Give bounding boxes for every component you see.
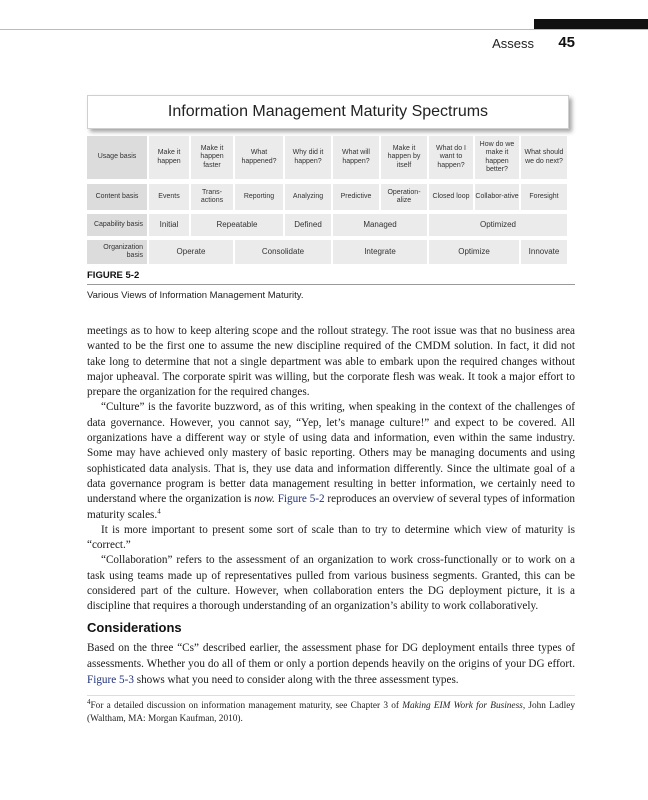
content-cell: Analyzing: [285, 184, 331, 210]
content-cell: Collabor-ative: [475, 184, 519, 210]
content-cell: Closed loop: [429, 184, 473, 210]
row-label-organization: Organization basis: [87, 240, 147, 264]
footnote: [87, 697, 575, 726]
footnote-number: 4: [87, 697, 91, 706]
page-number: 45: [558, 34, 575, 51]
figure-title: Information Management Maturity Spectrums: [87, 95, 569, 129]
usage-cell: What do I want to happen?: [429, 136, 473, 179]
footnote-rule: [87, 695, 575, 696]
body-text: [87, 324, 575, 615]
usage-cell: What happened?: [235, 136, 283, 179]
content-cell: Trans-actions: [191, 184, 233, 210]
row-label-capability: Capability basis: [87, 214, 147, 236]
text-run: Based on the three “Cs” described earlier, the assessment phase for DG deployment entails three types of assessments. Whether you do all of them or only a portion depends heavily on the origins of your DG effort.: [87, 642, 575, 671]
considerations-text: [87, 640, 575, 689]
text-run: , John Ladley (Waltham, MA: Morgan Kaufman, 2010).: [87, 701, 575, 724]
content-cell: Operation-alize: [381, 184, 427, 210]
capability-cell: Defined: [285, 214, 331, 236]
usage-cell: What should we do next?: [521, 136, 567, 179]
paragraph: meetings as to how to keep altering scope and the rollout strategy. The root issue was that no business area wanted to be the first one to assume the new discipline required of the CMDM solution. In fact, it did not take long to determine that not a single department was able to embark upon the required changes without major upheaval. The corporate spirit was willing, but the corporate flesh was weak. It took a major effort to prepare the organization for the required changes.: [87, 325, 575, 399]
book-title: Making EIM Work for Business: [402, 701, 523, 711]
content-cell: Foresight: [521, 184, 567, 210]
paragraph: [87, 400, 575, 522]
figure-caption-label: FIGURE 5-2: [87, 270, 140, 281]
figure-5-2-link[interactable]: Figure 5-2: [277, 493, 325, 506]
organization-cell: Integrate: [333, 240, 427, 264]
footnote-ref[interactable]: 4: [157, 506, 161, 515]
text-run: For a detailed discussion on information management maturity, see Chapter 3 of: [90, 701, 403, 711]
usage-cell: Make it happen by itself: [381, 136, 427, 179]
organization-cell: Innovate: [521, 240, 567, 264]
organization-cell: Operate: [149, 240, 233, 264]
capability-cell: Managed: [333, 214, 427, 236]
capability-cell: Optimized: [429, 214, 567, 236]
paragraph: [87, 640, 575, 689]
usage-cell: Make it happen: [149, 136, 189, 179]
text-run: reproduces an overview of several types of information maturity scales.: [87, 493, 576, 521]
organization-cell: Optimize: [429, 240, 519, 264]
running-head: Assess: [492, 36, 534, 51]
figure-5-3-link[interactable]: Figure 5-3: [87, 674, 134, 687]
header-rule: [0, 29, 648, 30]
usage-cell: Why did it happen?: [285, 136, 331, 179]
organization-cell: Consolidate: [235, 240, 331, 264]
text-run: shows what you need to consider along with the three assessment types.: [133, 674, 459, 687]
figure-5-2: [87, 95, 575, 267]
figure-caption-rule: [87, 284, 575, 285]
row-label-usage: Usage basis: [87, 136, 147, 179]
usage-cell: Make it happen faster: [191, 136, 233, 179]
section-heading: Considerations: [87, 620, 182, 635]
emphasis-now: now.: [254, 493, 275, 506]
paragraph: It is more important to present some sort of scale than to try to determine which view of maturity is “correct.”: [87, 523, 575, 552]
row-label-content: Content basis: [87, 184, 147, 210]
capability-cell: Repeatable: [191, 214, 283, 236]
content-cell: Events: [149, 184, 189, 210]
text-run: “Culture” is the favorite buzzword, as of this writing, when speaking in the context of the challenges of data governance. However, you cannot say, “Yep, let’s manage culture!” and expect to be covered. All organizations have a different way or style of using data and information, even within the same industry. Some may have achieved only mastery of basic reporting. Others may be managing documents and using sophisticated data analysis. That is, they use data and information differently. Since the ultimate goal of a data governance program is better data management resulting in better information, we certainly need to understand where the organization is: [87, 401, 575, 506]
figure-caption-text: Various Views of Information Management Maturity.: [87, 290, 304, 301]
usage-cell: How do we make it happen better?: [475, 136, 519, 179]
usage-cell: What will happen?: [333, 136, 379, 179]
paragraph: “Collaboration” refers to the assessment of an organization to work cross-functionally or to work on a task using teams made up of representatives pulled from various business segments. Granted, this can be considered part of the culture. However, when collaboration enters the DG deployment picture, it is a discipline that requires a thorough understanding of an organization’s ability to work collaboratively.: [87, 554, 575, 613]
content-cell: Reporting: [235, 184, 283, 210]
content-cell: Predictive: [333, 184, 379, 210]
capability-cell: Initial: [149, 214, 189, 236]
